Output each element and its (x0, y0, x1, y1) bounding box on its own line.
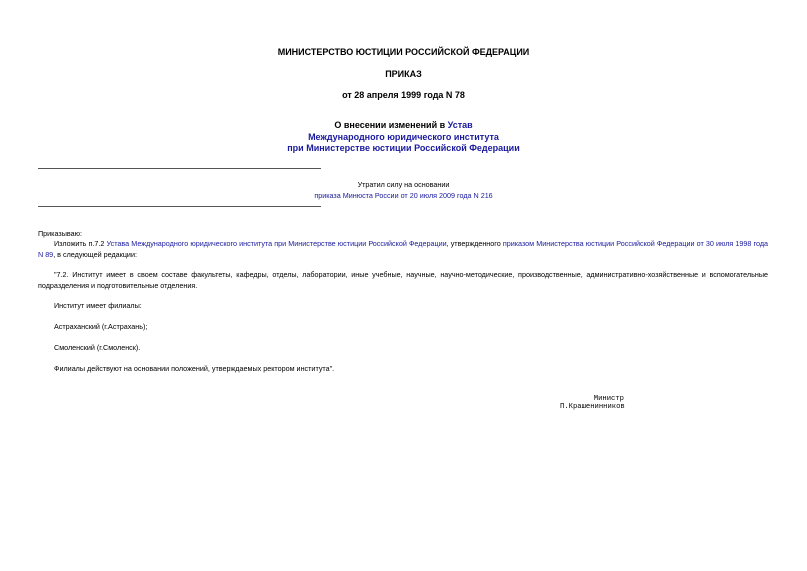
paragraph-1 (38, 239, 768, 260)
paragraph-4: Астраханский (г.Астрахань); (54, 322, 148, 331)
order-1998-link[interactable]: приказом Министерства юстиции Российской Федерации от 30 июля 1998 года N 89 (38, 239, 769, 259)
paragraph-6: Филиалы действуют на основании положений, утверждаемых ректором института". (54, 364, 335, 373)
p1-start: Изложить п.7.2 (54, 239, 107, 248)
ministry-heading: МИНИСТЕРСТВО ЮСТИЦИИ РОССИЙСКОЙ ФЕДЕРАЦИИ (277, 47, 530, 57)
paragraph-2: "7.2. Институт имеет в своем составе факультеты, кафедры, отделы, лаборатории, иные учебные, научные, научно-методические, производственные, административно-хозяйственные и вспомогательные подразделения и подготовительные отделения. (38, 270, 768, 290)
p1-end: , в следующей редакции: (53, 249, 137, 259)
title-line-2[interactable]: Международного юридического института (308, 131, 499, 142)
charter-full-link[interactable]: Устава Международного юридического института при Министерстве юстиции Российской Федерации (106, 239, 447, 248)
status-text: Утратил силу на основании (357, 180, 450, 189)
divider-bottom (38, 206, 321, 207)
paragraph-5: Смоленский (г.Смоленск). (54, 343, 141, 352)
title-prefix: О внесении изменений в (334, 120, 448, 130)
charter-link[interactable]: Устав (447, 120, 473, 130)
paragraph-3: Институт имеет филиалы: (54, 301, 142, 310)
signature-name: П.Крашенинников (560, 403, 625, 411)
status-link[interactable]: приказа Минюста России от 20 июля 2009 года N 216 (314, 191, 493, 200)
signature-position: Министр (593, 395, 624, 403)
doc-date: от 28 апреля 1999 года N 78 (342, 90, 465, 100)
divider-top (38, 168, 321, 169)
p1-mid: , утвержденного (446, 239, 503, 248)
doc-title (0, 120, 807, 155)
order-word: Приказываю: (38, 229, 82, 238)
title-line-3[interactable]: при Министерстве юстиции Российской Федерации (287, 143, 520, 153)
doc-type-heading: ПРИКАЗ (385, 69, 422, 79)
